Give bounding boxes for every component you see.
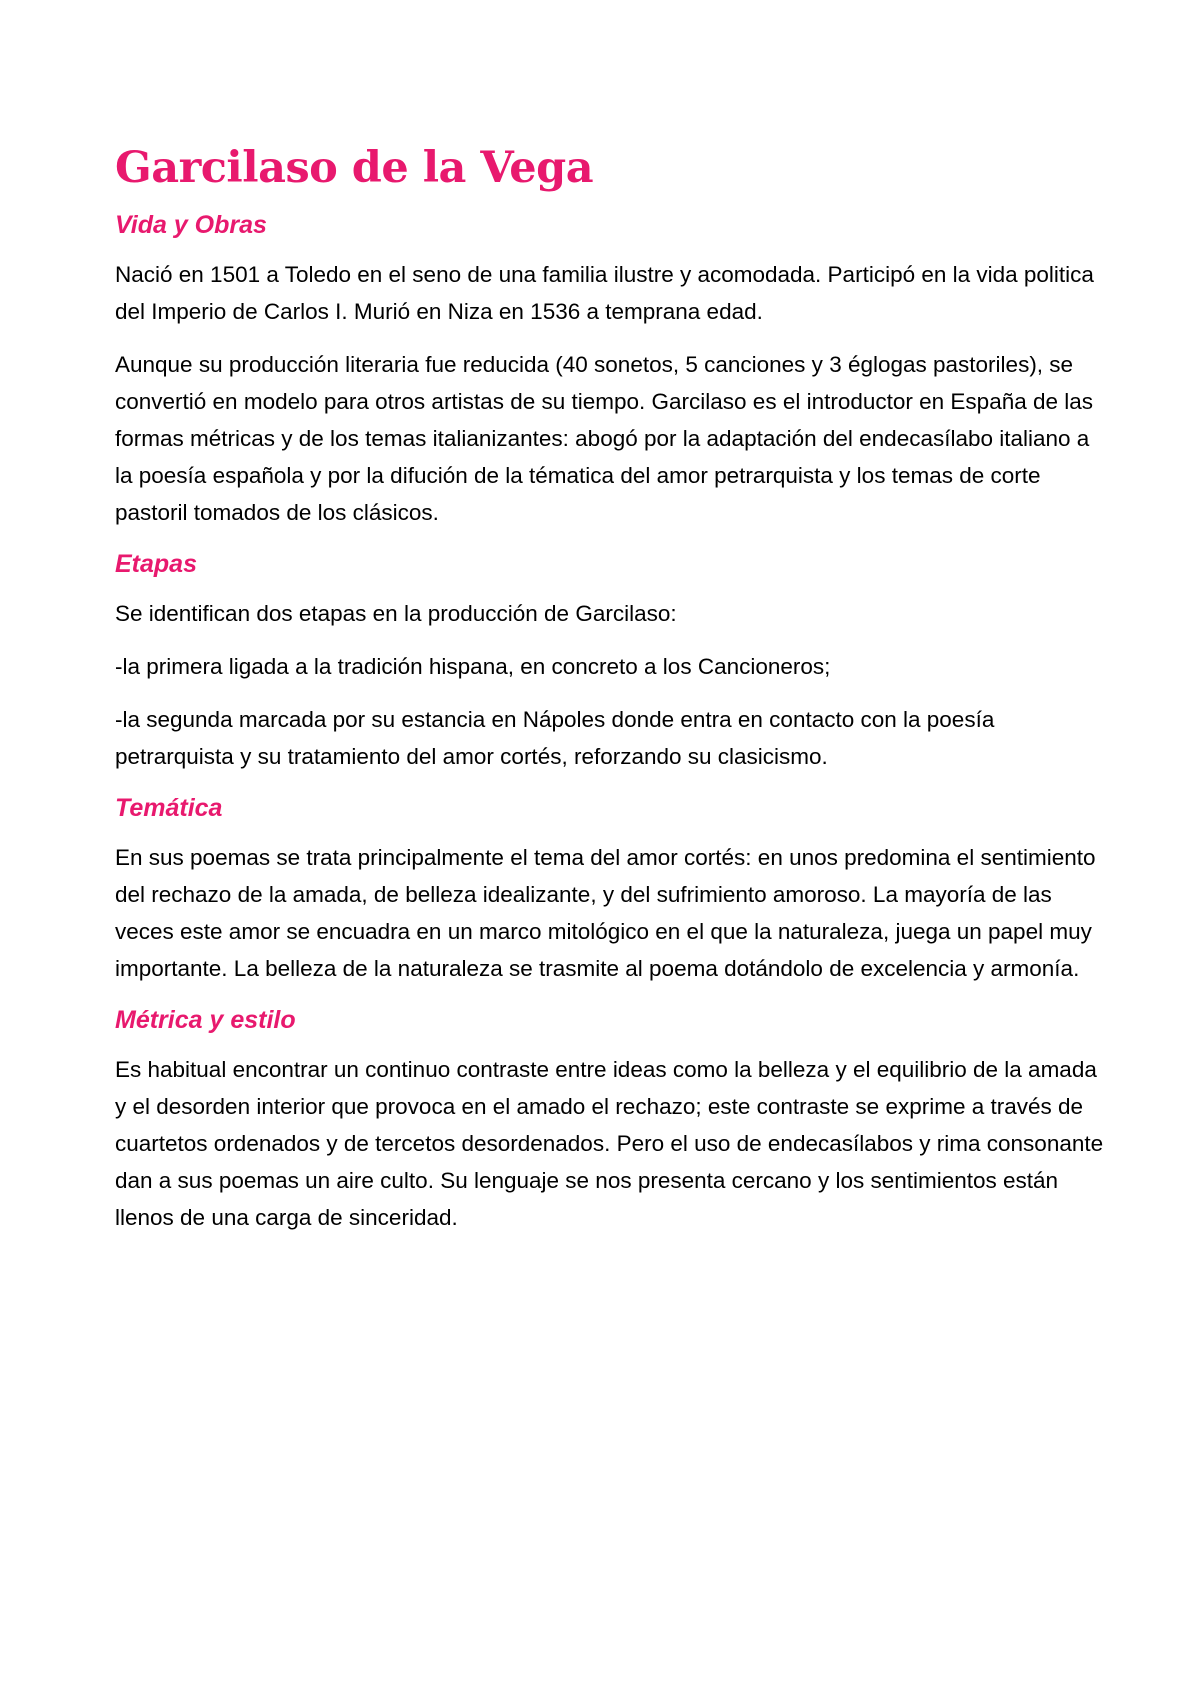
document-page — [115, 140, 1105, 1252]
section-heading-tematica: Temática — [115, 794, 223, 822]
paragraph: -la primera ligada a la tradición hispana, en concreto a los Cancioneros; — [115, 654, 831, 679]
paragraph: Es habitual encontrar un continuo contraste entre ideas como la belleza y el equilibrio de la amada y el desorden interior que provoca en el amado el rechazo; este contraste se exprime a través de cuartetos ordenados y de tercetos desordenados. Pero el uso de endecasílabos y rima consonante dan a sus poemas un aire culto. Su lenguaje se nos presenta cercano y los sentimientos están llenos de una carga de sinceridad. — [115, 1057, 1104, 1230]
paragraph: -la segunda marcada por su estancia en Nápoles donde entra en contacto con la poesía petrarquista y su tratamiento del amor cortés, reforzando su clasicismo. — [115, 707, 995, 769]
paragraph: Nació en 1501 a Toledo en el seno de una familia ilustre y acomodada. Participó en la vida politica del Imperio de Carlos I. Murió en Niza en 1536 a temprana edad. — [115, 262, 1094, 324]
paragraph: En sus poemas se trata principalmente el tema del amor cortés: en unos predomina el sentimiento del rechazo de la amada, de belleza idealizante, y del sufrimiento amoroso. La mayoría de las veces este amor se encuadra en un marco mitológico en el que la naturaleza, juega un papel muy importante. La belleza de la naturaleza se trasmite al poema dotándolo de excelencia y armonía. — [115, 845, 1096, 981]
paragraph: Aunque su producción literaria fue reducida (40 sonetos, 5 canciones y 3 églogas pastoriles), se convertió en modelo para otros artistas de su tiempo. Garcilaso es el introductor en España de las formas métricas y de los temas italianizantes: abogó por la adaptación del endecasílabo italiano a la poesía española y por la difución de la tématica del amor petrarquista y los temas de corte pastoril tomados de los clásicos. — [115, 352, 1094, 525]
section-heading-etapas: Etapas — [115, 550, 197, 578]
paragraph: Se identifican dos etapas en la producción de Garcilaso: — [115, 601, 677, 626]
section-heading-vida-y-obras: Vida y Obras — [115, 211, 267, 239]
section-heading-metrica-y-estilo: Métrica y estilo — [115, 1006, 296, 1034]
document-title: Garcilaso de la Vega — [115, 143, 594, 193]
